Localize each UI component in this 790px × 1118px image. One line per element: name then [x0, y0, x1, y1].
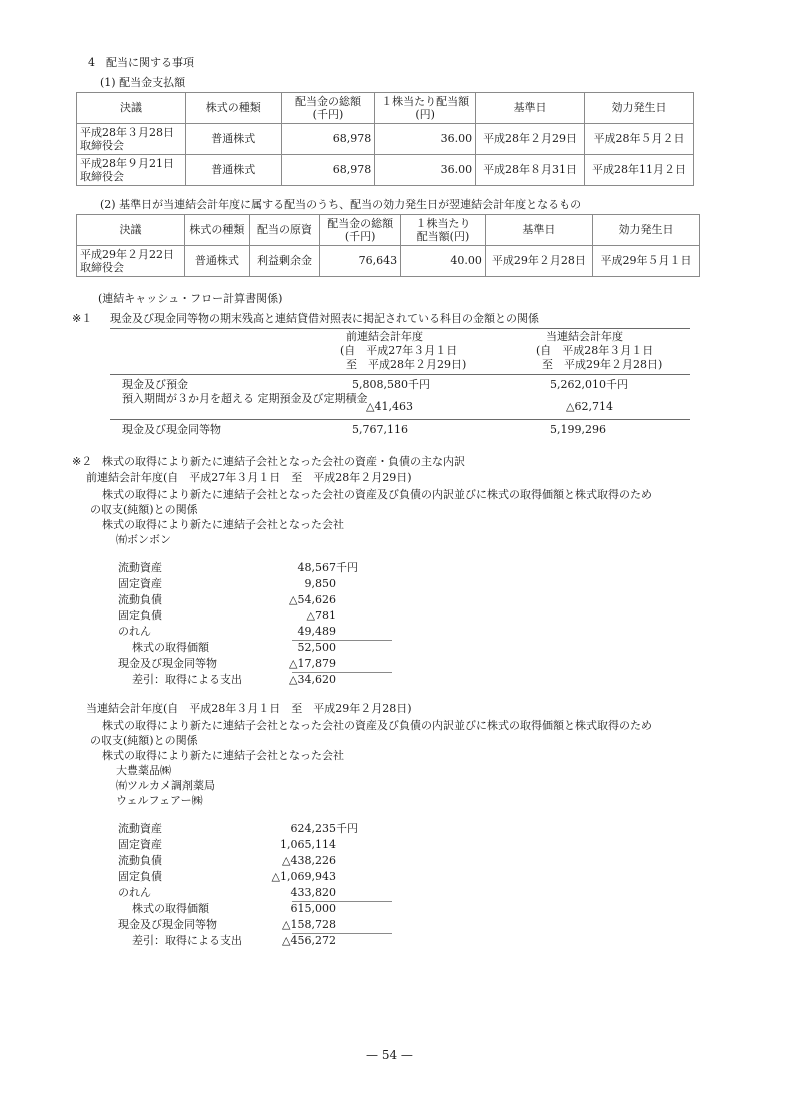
source-cell: 利益剰余金 [249, 246, 320, 277]
item-value [297, 561, 358, 575]
item-label: 固定資産 [118, 577, 162, 590]
stock-type-cell: 普通株式 [185, 155, 281, 186]
effective-date-cell: 平成29年５月１日 [592, 246, 699, 277]
curr-subsidiary-label: 株式の取得により新たに連結子会社となった会社 [102, 749, 344, 762]
item-label: 固定負債 [118, 609, 162, 622]
curr-company-name: ウェルフェアー㈱ [116, 794, 203, 807]
note2-title: 株式の取得により新たに連結子会社となった会社の資産・負債の主な内訳 [102, 455, 465, 468]
item-value: △17,879 [289, 657, 336, 670]
item-label: 流動負債 [118, 593, 162, 606]
prev-period-from: (自 平成27年３月１日 [340, 344, 458, 357]
breakdown-row [118, 657, 398, 673]
item-label: 差引：取得による支出 [132, 934, 242, 947]
item-value: △158,728 [282, 918, 336, 931]
breakdown-row [118, 641, 398, 657]
prev-period-heading: 前連結会計年度(自 平成27年３月１日 至 平成28年２月29日) [86, 471, 412, 484]
record-date-cell: 平成29年２月28日 [485, 246, 592, 277]
row-label: 現金及び現金同等物 [122, 423, 221, 436]
col-header: １株当たり 配当額(円) [401, 215, 486, 246]
total-amount-cell: 68,978 [281, 124, 375, 155]
breakdown-row [118, 934, 398, 950]
unit-label: 千円 [336, 561, 358, 574]
col-header: 配当の原資 [249, 215, 320, 246]
prev-subsidiary-label: 株式の取得により新たに連結子会社となった会社 [102, 518, 344, 531]
col-header: 基準日 [476, 93, 585, 124]
col-header: 配当金の総額 (千円) [320, 215, 401, 246]
item-label: のれん [118, 886, 151, 899]
breakdown-row [118, 625, 398, 641]
curr-value: △62,714 [566, 400, 613, 413]
record-date-cell: 平成28年２月29日 [476, 124, 585, 155]
item-label: 流動資産 [118, 561, 162, 574]
col-header: 効力発生日 [592, 215, 699, 246]
col-header: 決議 [77, 93, 186, 124]
note1-title: 現金及び現金同等物の期末残高と連結貸借対照表に掲記されている科目の金額との関係 [110, 312, 539, 325]
breakdown-row [118, 577, 398, 593]
row-label: 現金及び預金 [122, 378, 188, 391]
curr-value: 5,262,010千円 [550, 378, 628, 391]
page-number: — 54 — [366, 1048, 413, 1062]
curr-company-name: ㈲ツルカメ調剤薬局 [116, 779, 215, 792]
cashflow-section-heading: (連結キャッシュ・フロー計算書関係) [98, 292, 283, 305]
item-value: 9,850 [304, 577, 336, 590]
item-value: 615,000 [290, 902, 336, 915]
curr-acquisition-breakdown [118, 822, 398, 950]
total-amount-cell: 76,643 [320, 246, 401, 277]
item-value: △1,069,943 [271, 870, 336, 883]
breakdown-row [118, 593, 398, 609]
item-label: 流動負債 [118, 854, 162, 867]
curr-description: 株式の取得により新たに連結子会社となった会社の資産及び負債の内訳並びに株式の取得価額と株式取得のため [102, 719, 652, 732]
item-value: 49,489 [297, 625, 336, 638]
stock-type-cell: 普通株式 [185, 124, 281, 155]
breakdown-row [118, 822, 398, 838]
table-row [77, 155, 694, 186]
effective-date-cell: 平成28年５月２日 [585, 124, 694, 155]
resolution-cell: 平成28年３月28日 取締役会 [77, 124, 186, 155]
note1-mark: ※１ [72, 312, 93, 325]
col-header: 効力発生日 [585, 93, 694, 124]
prev-period-title: 前連結会計年度 [346, 330, 423, 343]
resolution-cell: 平成28年９月21日 取締役会 [77, 155, 186, 186]
item-value: 52,500 [297, 641, 336, 654]
prev-description: 株式の取得により新たに連結子会社となった会社の資産及び負債の内訳並びに株式の取得価額と株式取得のため [102, 488, 652, 501]
effective-date-cell: 平成28年11月２日 [585, 155, 694, 186]
item-value: △34,620 [289, 673, 336, 686]
resolution-cell: 平成29年２月22日 取締役会 [77, 246, 185, 277]
curr-period-from: (自 平成28年３月１日 [536, 344, 654, 357]
prev-description-cont: の収支(純額)との関係 [90, 503, 198, 516]
subsection-title-dividends-next-year: (2) 基準日が当連結会計年度に属する配当のうち、配当の効力発生日が翌連結会計年度となるもの [100, 198, 582, 211]
item-label: のれん [118, 625, 151, 638]
curr-period-to: 至 平成29年２月28日) [542, 358, 663, 371]
item-label: 現金及び現金同等物 [118, 657, 217, 670]
item-value: △54,626 [289, 593, 336, 606]
item-label: 流動資産 [118, 822, 162, 835]
table-rule [110, 419, 690, 420]
note2-mark: ※２ [72, 455, 93, 468]
curr-period-title: 当連結会計年度 [546, 330, 623, 343]
value-text: 48,567 [297, 561, 336, 574]
breakdown-row [118, 673, 398, 689]
breakdown-row [118, 609, 398, 625]
per-share-cell: 40.00 [401, 246, 486, 277]
curr-description-cont: の収支(純額)との関係 [90, 734, 198, 747]
dividends-paid-table [76, 92, 694, 186]
prev-value: △41,463 [366, 400, 413, 413]
item-value [290, 822, 358, 836]
subsection-title-dividends-paid: (1) 配当金支払額 [100, 76, 186, 89]
item-label: 固定負債 [118, 870, 162, 883]
item-value: △781 [306, 609, 336, 622]
col-header: 株式の種類 [185, 93, 281, 124]
total-amount-cell: 68,978 [281, 155, 375, 186]
prev-company-name: ㈲ボンボン [116, 533, 171, 546]
item-label: 現金及び現金同等物 [118, 918, 217, 931]
per-share-cell: 36.00 [375, 124, 476, 155]
breakdown-row [118, 870, 398, 886]
col-header: 決議 [77, 215, 185, 246]
breakdown-row [118, 854, 398, 870]
item-value: △456,272 [282, 934, 336, 947]
prev-period-to: 至 平成28年２月29日) [346, 358, 467, 371]
table-row [77, 124, 694, 155]
curr-period-heading: 当連結会計年度(自 平成28年３月１日 至 平成29年２月28日) [86, 702, 412, 715]
value-text: 624,235 [290, 822, 336, 835]
table-header-row [77, 215, 700, 246]
unit-label: 千円 [336, 822, 358, 835]
item-value: △438,226 [282, 854, 336, 867]
curr-value: 5,199,296 [550, 423, 606, 436]
prev-acquisition-breakdown [118, 561, 398, 689]
per-share-cell: 36.00 [375, 155, 476, 186]
item-label: 株式の取得価額 [132, 902, 209, 915]
breakdown-row [118, 838, 398, 854]
item-label: 差引：取得による支出 [132, 673, 242, 686]
table-header-row [77, 93, 694, 124]
stock-type-cell: 普通株式 [185, 246, 250, 277]
section-heading-dividends: 4 配当に関する事項 [88, 56, 194, 69]
item-value: 1,065,114 [280, 838, 336, 851]
table-rule [110, 328, 690, 329]
breakdown-row [118, 886, 398, 902]
cash-equivalents-table [110, 328, 690, 438]
curr-company-name: 大豊薬品㈱ [116, 764, 171, 777]
prev-value: 5,808,580千円 [352, 378, 430, 391]
col-header: 基準日 [485, 215, 592, 246]
prev-value: 5,767,116 [352, 423, 408, 436]
record-date-cell: 平成28年８月31日 [476, 155, 585, 186]
row-label: 預入期間が３か月を超える 定期預金及び定期積金 [122, 392, 368, 405]
col-header: 株式の種類 [185, 215, 250, 246]
breakdown-row [118, 561, 398, 577]
breakdown-row [118, 902, 398, 918]
col-header: １株当たり配当額 (円) [375, 93, 476, 124]
breakdown-row [118, 918, 398, 934]
col-header: 配当金の総額 (千円) [281, 93, 375, 124]
dividends-next-year-table [76, 214, 700, 277]
item-label: 固定資産 [118, 838, 162, 851]
table-row [77, 246, 700, 277]
table-rule [110, 374, 690, 375]
item-label: 株式の取得価額 [132, 641, 209, 654]
item-value: 433,820 [290, 886, 336, 899]
